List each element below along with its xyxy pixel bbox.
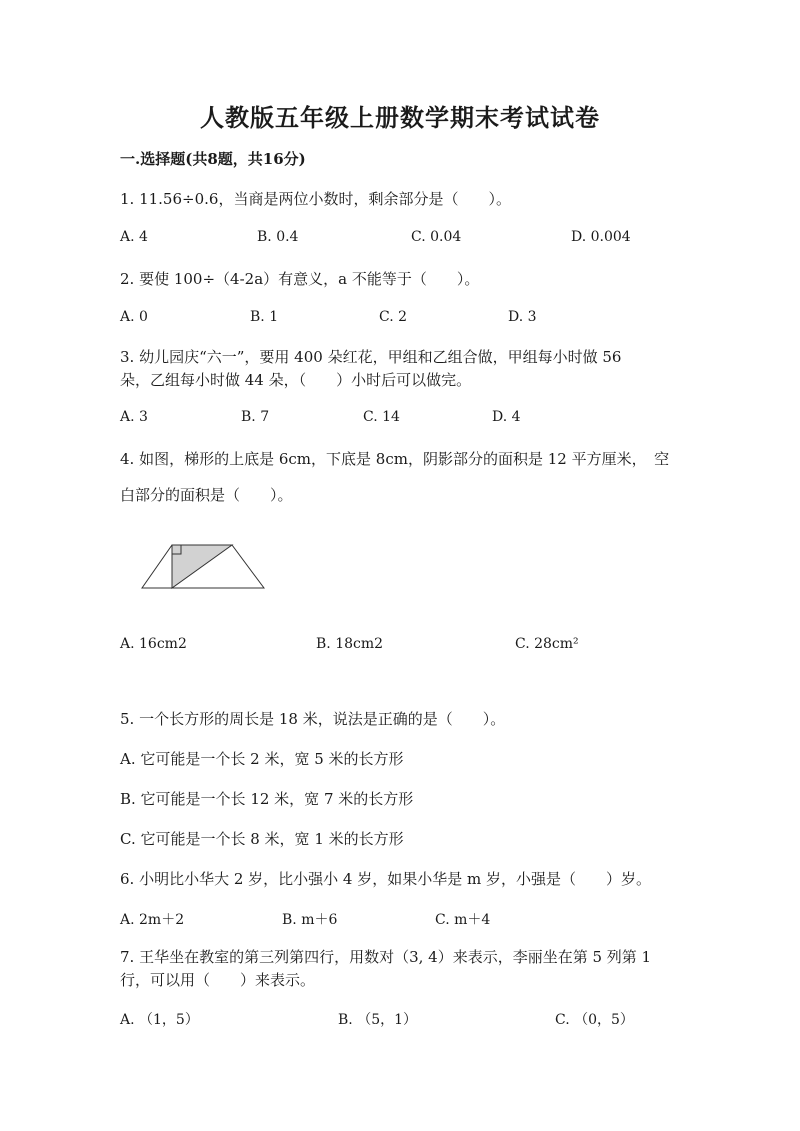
trapezoid-figure bbox=[140, 538, 270, 592]
question-4-text-line1: 4. 如图，梯形的上底是 6cm，下底是 8cm，阴影部分的面积是 12 平方厘米， 空 bbox=[120, 450, 670, 468]
question-6-option-b: B. m＋6 bbox=[282, 912, 338, 928]
question-1-option-b: B. 0.4 bbox=[257, 229, 299, 245]
question-4-text-line2: 白部分的面积是（ ）。 bbox=[120, 486, 293, 504]
question-3-option-c: C. 14 bbox=[363, 409, 400, 425]
page-title: 人教版五年级上册数学期末考试试卷 bbox=[200, 103, 600, 132]
question-5-option-c: C. 它可能是一个长 8 米，宽 1 米的长方形 bbox=[120, 830, 404, 848]
question-5-text: 5. 一个长方形的周长是 18 米，说法是正确的是（ ）。 bbox=[120, 710, 506, 728]
question-3-option-b: B. 7 bbox=[241, 409, 270, 425]
question-2-text: 2. 要使 100÷（4-2a）有意义，a 不能等于（ ）。 bbox=[120, 270, 480, 288]
question-2-option-c: C. 2 bbox=[379, 309, 408, 325]
question-5-option-b: B. 它可能是一个长 12 米，宽 7 米的长方形 bbox=[120, 790, 414, 808]
question-2-option-b: B. 1 bbox=[250, 309, 279, 325]
question-3-text-line1: 3. 幼儿园庆“六一”，要用 400 朵红花，甲组和乙组合做，甲组每小时做 56 bbox=[120, 348, 622, 366]
section-heading: 一.选择题(共8题，共16分) bbox=[120, 150, 306, 168]
question-1-option-d: D. 0.004 bbox=[571, 229, 631, 245]
question-2-option-a: A. 0 bbox=[120, 309, 148, 325]
question-6-text: 6. 小明比小华大 2 岁，比小强小 4 岁，如果小华是 m 岁，小强是（ ）岁。 bbox=[120, 870, 652, 888]
question-4-option-a: A. 16cm2 bbox=[120, 636, 187, 652]
question-7-text-line2: 行，可以用（ ）来表示。 bbox=[120, 971, 316, 989]
question-7-text-line1: 7. 王华坐在教室的第三列第四行，用数对（3, 4）来表示，李丽坐在第 5 列第 1 bbox=[120, 948, 652, 966]
question-1-option-a: A. 4 bbox=[120, 229, 148, 245]
question-7-option-b: B. （5，1） bbox=[338, 1012, 418, 1028]
question-5-option-a: A. 它可能是一个长 2 米，宽 5 米的长方形 bbox=[120, 750, 404, 768]
question-7-option-c: C. （0，5） bbox=[555, 1012, 634, 1028]
question-3-text-line2: 朵，乙组每小时做 44 朵，（ ）小时后可以做完。 bbox=[120, 371, 472, 389]
question-6-option-a: A. 2m＋2 bbox=[120, 912, 185, 928]
question-6-option-c: C. m＋4 bbox=[435, 912, 491, 928]
question-3-option-a: A. 3 bbox=[120, 409, 148, 425]
question-4-option-c: C. 28cm² bbox=[515, 636, 579, 652]
question-1-option-c: C. 0.04 bbox=[411, 229, 462, 245]
question-1-text: 1. 11.56÷0.6，当商是两位小数时，剩余部分是（ ）。 bbox=[120, 190, 511, 208]
question-3-option-d: D. 4 bbox=[492, 409, 521, 425]
question-7-option-a: A. （1，5） bbox=[120, 1012, 199, 1028]
question-4-option-b: B. 18cm2 bbox=[316, 636, 384, 652]
question-2-option-d: D. 3 bbox=[508, 309, 537, 325]
